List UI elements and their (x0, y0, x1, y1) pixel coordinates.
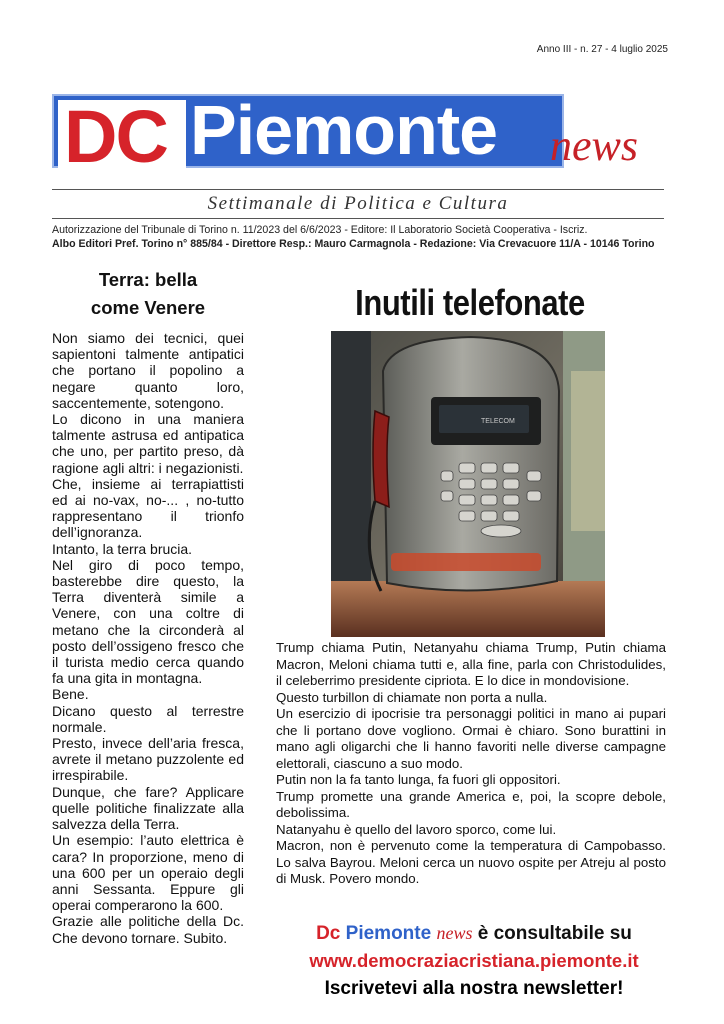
left-paragraph: Grazie alle politiche della Dc. Che devono tornare. Subito. (52, 913, 244, 946)
left-title-line-2: come Venere (90, 297, 206, 318)
promo-news: news (436, 923, 473, 943)
legal-line-2: Albo Editori Pref. Torino n° 885/84 - Direttore Resp.: Mauro Carmagnola - Redazione: Via Crevacuore 11/A - 10146 Torino (52, 237, 655, 250)
main-paragraph: Putin non la fa tanto lunga, fa fuori gli oppositori. (276, 772, 561, 787)
payphone-photo (331, 331, 605, 637)
left-paragraph: Bene. (52, 686, 89, 703)
left-paragraph: Non siamo dei tecnici, quei sapientoni talmente antipatici che portano il popolino a negare quanto loro, saccentemente, sotengono. (52, 330, 244, 411)
promo-dc: Dc (316, 923, 341, 944)
left-article (52, 266, 244, 946)
left-paragraph: Nel giro di poco tempo, basterebbe dire questo, la Terra diventerà simile a Venere, con una coltre di metano che la circonderà al posto dell’ossigeno fresco che il turista medio cerca quando fa una gita in montagna. (52, 556, 244, 687)
left-paragraph: Lo dicono in una maniera talmente astrusa ed antipatica che uno, per partito preso, dà ragione agli altri: i negazionisti. (52, 411, 244, 476)
left-paragraph: Intanto, la terra brucia. (52, 540, 193, 557)
masthead-rule-top (52, 189, 664, 190)
left-paragraph: Presto, invece dell’aria fresca, avrete il metano puzzolente ed irrespirabile. (52, 735, 244, 784)
logo-dc-text: DC (64, 95, 167, 178)
left-article-body (52, 330, 244, 946)
newsletter-cta[interactable]: Iscrivetevi alla nostra newsletter! (324, 978, 624, 999)
left-paragraph: Un esempio: l’auto elettrica è cara? In proporzione, meno di una 600 per un operaio degli anni Sessanta. Eppure gli operai comperarono la 600. (52, 832, 244, 914)
promo-rest: è consultabile su (477, 923, 632, 944)
main-article-body (276, 640, 666, 888)
promo-line-1 (272, 920, 676, 947)
logo-dc-box (58, 95, 186, 178)
left-paragraph: Dunque, che fare? Applicare quelle politiche finalizzate alla salvezza della Terra. (52, 783, 244, 833)
promo-block (272, 920, 676, 1003)
phone-brand-label: TELECOM (481, 418, 515, 425)
tagline: Settimanale di Politica e Cultura (207, 193, 509, 214)
main-paragraph: Un esercizio di ipocrisie tra personaggi politici in mano ai pupari che li portano dove vogliono. Ormai è chiaro. Sono burattini in mano agli oligarchi che li hanno favoriti nelle diverse campagne elettorali, ciascuno a suo modo. (276, 706, 666, 771)
left-paragraph: Dicano questo al terrestre normale. (52, 702, 244, 735)
masthead-logo[interactable] (52, 92, 670, 182)
left-paragraph: Che, insieme ai terrapiattisti ed ai no-vax, no-... , no-tutto rappresentano il trionfo dell’ignoranza. (52, 475, 244, 541)
main-paragraph: Trump chiama Putin, Netanyahu chiama Trump, Putin chiama Macron, Meloni chiama tutti e, alla fine, parla con Christodulides, il celeberrimo presidente cipriota. E lo dice in mondovisione. (276, 640, 666, 688)
main-paragraph: Natanyahu è quello del lavoro sporco, come lui. (276, 821, 557, 837)
legal-info (52, 224, 668, 251)
masthead-rule-bottom (52, 218, 664, 219)
logo-blue-bar (52, 91, 564, 178)
logo-news-text: news (550, 121, 638, 170)
main-article-title: Inutili telefonate (355, 282, 585, 323)
logo-piemonte-text: Piemonte (190, 91, 498, 169)
main-paragraph: Macron, non è pervenuto come la temperatura di Campobasso. Lo salva Bayrou. Meloni cerca un nuovo ospite per Atreju al posto di Musk. Povero mondo. (276, 838, 666, 886)
main-paragraph: Questo turbillon di chiamate non porta a nulla. (276, 689, 548, 705)
main-paragraph: Trump promette una grande America e, poi, la scopre debole, debolissima. (276, 788, 666, 820)
issue-info: Anno III - n. 27 - 4 luglio 2025 (536, 44, 668, 55)
promo-piemonte: Piemonte (345, 923, 432, 944)
left-article-title (52, 266, 244, 322)
left-title-line-1: Terra: bella (98, 269, 198, 290)
promo-url-link[interactable]: www.democraziacristiana.piemonte.it (309, 950, 639, 971)
legal-line-1: Autorizzazione del Tribunale di Torino n. 11/2023 del 6/6/2023 - Editore: Il Laboratorio Società Cooperativa - Iscriz. (52, 224, 588, 236)
